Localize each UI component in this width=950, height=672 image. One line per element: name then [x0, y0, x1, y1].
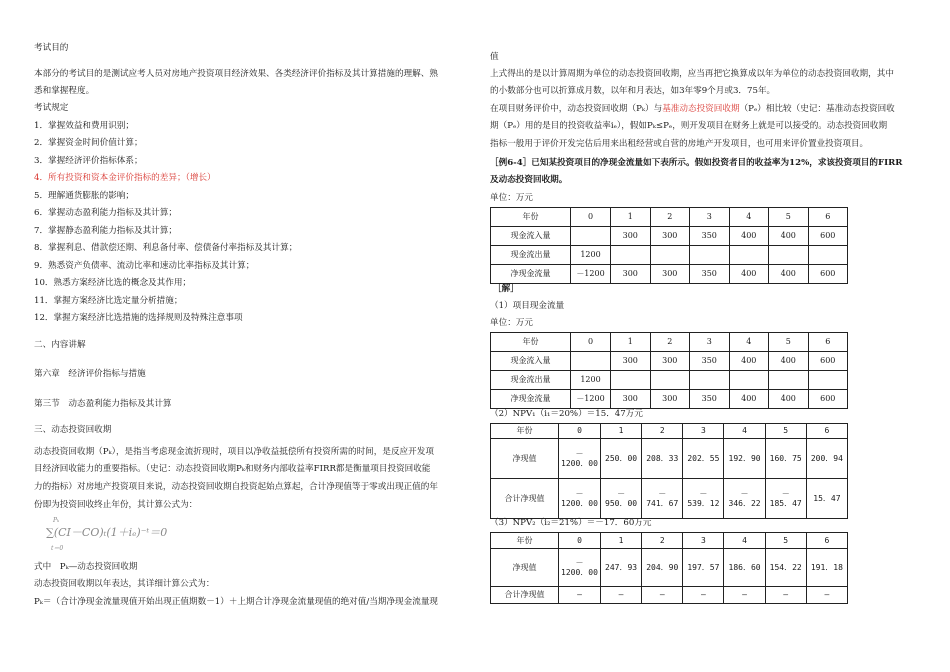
formula-where: 式中 Pₖ—动态投资回收期	[34, 562, 138, 572]
rule-item: 8．掌握利息、借款偿还期、利息备付率、偿债备付率指标及其计算；	[34, 243, 298, 253]
table-cell: 15．47	[806, 479, 847, 519]
table-cell: 年份	[491, 208, 571, 227]
section-title: 第三节 动态盈利能力指标及其计算	[34, 399, 172, 409]
table-cell	[769, 371, 809, 390]
formula-image	[46, 517, 186, 553]
table-cell: 400	[729, 390, 769, 409]
rule-item: 11．掌握方案经济比选定量分析措施；	[34, 296, 183, 306]
section-heading: 二、内容讲解	[34, 340, 86, 350]
table-cell: 600	[808, 352, 848, 371]
table-cell	[729, 246, 769, 265]
table-cell	[690, 371, 730, 390]
table-row	[491, 587, 848, 604]
rule-item: 12．掌握方案经济比选措施的选择规则及特殊注意事项	[34, 313, 243, 323]
table-cell: － 346．22	[724, 479, 765, 519]
table-cell: 年份	[491, 533, 559, 549]
table-cell: 400	[769, 227, 809, 246]
table-cell: 现金流出量	[491, 371, 571, 390]
table-cell: 现金流入量	[491, 227, 571, 246]
table-cell: 191．18	[806, 549, 847, 587]
table-cell: 300	[650, 390, 690, 409]
rule-item-highlight: 4．所有投资和资本金评价指标的差异；（增长）	[34, 173, 216, 183]
npv1-table	[490, 423, 848, 519]
table-cell: 400	[769, 352, 809, 371]
rule-item: 1．掌握效益和费用识别；	[34, 121, 134, 131]
table-cell: － 950．00	[601, 479, 642, 519]
table-cell: —	[559, 587, 601, 604]
table-cell: 186．60	[724, 549, 765, 587]
table-cell: 净现值	[491, 549, 559, 587]
table-cell: 2	[642, 533, 683, 549]
table-cell: 6	[806, 424, 847, 439]
rule-item: 6．掌握动态盈利能力指标及其计算；	[34, 208, 177, 218]
formula-lower-limit: t＝0	[51, 545, 64, 552]
table-cell: 300	[611, 352, 651, 371]
rule-item: 9．熟悉资产负债率、流动比率和速动比率指标及其计算；	[34, 261, 255, 271]
npv2-label: （3）NPV₂（i₂＝21%）＝－17．60万元	[490, 518, 652, 528]
table-cell: 现金流出量	[491, 246, 571, 265]
para-line: 指标一般用于评价开发完估后用来出租经营或自营的房地产开发项目，也可用来评价置业投资项目。	[490, 139, 869, 149]
table-cell: 4	[729, 208, 769, 227]
table-cell: 204．90	[642, 549, 683, 587]
table-cell: 200．94	[806, 439, 847, 479]
table-cell: 2	[650, 208, 690, 227]
table-cell: 400	[729, 227, 769, 246]
table-cell: 1200	[571, 371, 611, 390]
formula-intro: 动态投资回收期以年表达，其详细计算公式为：	[34, 579, 215, 589]
para-line: 上式得出的是以计算周期为单位的动态投资回收期，应当再把它换算成以年为单位的动态投资回收期，其中	[490, 69, 894, 79]
table-cell: —	[724, 587, 765, 604]
table-cell: －1200	[571, 265, 611, 284]
purpose-line-1: 本部分的考试目的是测试应考人员对房地产投资项目经济效果、各类经济评价指标及其计算措施的理解、熟	[34, 69, 438, 79]
value-continuation: 值	[490, 52, 499, 62]
table-row	[491, 390, 848, 409]
table-cell: 0	[571, 333, 611, 352]
table-cell: 300	[650, 352, 690, 371]
table-cell: 2	[642, 424, 683, 439]
table-cell: —	[642, 587, 683, 604]
table-cell: 0	[559, 533, 601, 549]
para-text: 在项目财务评价中，动态投资回收期（Pₖ）与	[490, 104, 663, 114]
table-cell: 350	[690, 352, 730, 371]
table-cell: 5	[769, 333, 809, 352]
table-row	[491, 227, 848, 246]
table-row	[491, 352, 848, 371]
table-cell: —	[683, 587, 724, 604]
table-cell	[808, 371, 848, 390]
para-text: （Pₑ）相比较（史记：基准动态投资回收	[739, 104, 895, 114]
table-cell: 400	[729, 265, 769, 284]
table-cell: 3	[690, 333, 730, 352]
table-cell	[690, 246, 730, 265]
para-line: 期（Pₑ）用的是目的投资收益率iₑ），假如Pₖ≤Pₑ，则开发项目在财务上就是可以接受的。动态投资回收期	[490, 121, 888, 131]
table-cell: 年份	[491, 333, 571, 352]
formula-upper-limit: Pₖ	[53, 517, 60, 524]
rule-item: 2．掌握资金时间价值计算；	[34, 138, 143, 148]
table-cell: 600	[808, 390, 848, 409]
table-row	[491, 424, 848, 439]
table-cell: － 1200．00	[559, 439, 601, 479]
purpose-line-2: 悉和掌握程度。	[34, 86, 95, 96]
table-cell	[808, 246, 848, 265]
table-cell: 净现值	[491, 439, 559, 479]
table-cell: 300	[650, 265, 690, 284]
table-cell: 净现金流量	[491, 265, 571, 284]
npv2-table	[490, 532, 848, 604]
table-row	[491, 246, 848, 265]
rule-item: 5．理解通货膨胀的影响；	[34, 191, 134, 201]
para-line	[490, 103, 895, 115]
table-cell: 600	[808, 227, 848, 246]
table-cell	[571, 352, 611, 371]
table-cell: 6	[808, 333, 848, 352]
table-cell: 3	[683, 424, 724, 439]
table-cell: 1	[601, 424, 642, 439]
table-cell: 247．93	[601, 549, 642, 587]
para-line: 份即为投资回收终止年份，其计算公式为：	[34, 500, 198, 510]
table-cell: 350	[690, 265, 730, 284]
table-cell: 1200	[571, 246, 611, 265]
table-row	[491, 479, 848, 519]
rule-item: 7．掌握静态盈利能力指标及其计算；	[34, 226, 177, 236]
table-cell: 3	[690, 208, 730, 227]
table-cell: 400	[769, 390, 809, 409]
table-row	[491, 439, 848, 479]
unit-label: 单位：万元	[490, 193, 533, 203]
table-cell: 300	[611, 390, 651, 409]
table-cell: 6	[808, 208, 848, 227]
table-cell: 160．75	[765, 439, 806, 479]
table-cell: 300	[611, 265, 651, 284]
table-cell: 600	[808, 265, 848, 284]
table-cell: 5	[769, 208, 809, 227]
solution-label: ［解］	[493, 284, 519, 294]
table-cell: － 1200．00	[559, 549, 601, 587]
table-cell: 1	[611, 208, 651, 227]
table-cell: 350	[690, 227, 730, 246]
project-cashflow-table	[490, 332, 848, 409]
para-line: 目经济回收能力的重要指标。（史记：动态投资回收期Pₖ和财务内部收益率FIRR都是衡量项目投资回收能	[34, 464, 431, 474]
table-cell: － 185．47	[765, 479, 806, 519]
table-cell: 1	[601, 533, 642, 549]
table-cell: —	[765, 587, 806, 604]
table-cell: 154．22	[765, 549, 806, 587]
rule-item: 10．熟悉方案经济比选的概念及其作用；	[34, 278, 192, 288]
table-cell: － 539．12	[683, 479, 724, 519]
table-cell	[650, 371, 690, 390]
table-cell: 6	[806, 533, 847, 549]
formula-expression: ∑(CI－CO)ₜ(1＋iₑ)⁻ᵗ＝0	[46, 526, 168, 539]
table-row	[491, 371, 848, 390]
table-cell: 400	[729, 352, 769, 371]
exam-purpose-title: 考试目的	[34, 43, 69, 53]
table-cell: 年份	[491, 424, 559, 439]
table-cell: 4	[724, 424, 765, 439]
table-cell: － 1200．00	[559, 479, 601, 519]
table-row	[491, 533, 848, 549]
para-line: 力的指标）对房地产投资项目来说，动态投资回收期自投资起始点算起，合计净现值等于零或出现正值的年	[34, 482, 438, 492]
table-cell	[650, 246, 690, 265]
table-cell: 合计净现值	[491, 479, 559, 519]
table-cell: 0	[571, 208, 611, 227]
chapter-heading: 第六章 经济评价指标与措施	[34, 369, 146, 379]
table-cell: 2	[650, 333, 690, 352]
table-cell: 4	[729, 333, 769, 352]
table-cell	[729, 371, 769, 390]
table-cell: 现金流入量	[491, 352, 571, 371]
subsection-title: 三、动态投资回收期	[34, 425, 112, 435]
table-cell: － 741．67	[642, 479, 683, 519]
table-cell	[611, 371, 651, 390]
table-cell: —	[601, 587, 642, 604]
npv1-label: （2）NPV₁（i₁＝20%）＝15．47万元	[490, 409, 643, 419]
table-cell: 300	[650, 227, 690, 246]
highlight-term: 基准动态投资回收期	[662, 104, 740, 114]
table-row	[491, 208, 848, 227]
table-cell	[571, 227, 611, 246]
table-row	[491, 265, 848, 284]
table-cell: —	[806, 587, 847, 604]
para-line: 的小数部分也可以折算成月数，以年和月表达，如3年零9个月或3．75年。	[490, 86, 776, 96]
table-cell: 1	[611, 333, 651, 352]
table-cell: 350	[690, 390, 730, 409]
example-title: ［例6-4］已知某投资项目的净现金流量如下表所示。假如投资者目的收益率为12%，求该投资项目的FIRR	[490, 158, 903, 168]
table-cell: 197．57	[683, 549, 724, 587]
table-cell: 净现金流量	[491, 390, 571, 409]
table-cell: 3	[683, 533, 724, 549]
table-cell: 0	[559, 424, 601, 439]
table-cell	[611, 246, 651, 265]
table-row	[491, 549, 848, 587]
table-cell: 192．90	[724, 439, 765, 479]
table-cell: 250．00	[601, 439, 642, 479]
table-cell: －1200	[571, 390, 611, 409]
table-cell: 4	[724, 533, 765, 549]
table-row	[491, 333, 848, 352]
table-cell	[769, 246, 809, 265]
formula-text: Pₖ＝（合计净现金流量现值开始出现正值期数－1）＋上期合计净现金流量现值的绝对值/当期净现金流量现	[34, 597, 439, 607]
step-1-label: （1）项目现金流量	[490, 301, 565, 311]
rule-item: 3．掌握经济评价指标体系；	[34, 156, 143, 166]
table-cell: 5	[765, 533, 806, 549]
table-cell: 300	[611, 227, 651, 246]
unit-label: 单位：万元	[490, 318, 533, 328]
table-cell: 5	[765, 424, 806, 439]
exam-rules-title: 考试规定	[34, 103, 69, 113]
table-cell: 400	[769, 265, 809, 284]
table-cell: 合计净现值	[491, 587, 559, 604]
para-line: 动态投资回收期（Pₖ），是指当考虑现金流折现时，项目以净收益抵偿所有投资所需的时间，是反应开发项	[34, 447, 434, 457]
example-title-cont: 及动态投资回收期。	[490, 175, 568, 185]
cashflow-table	[490, 207, 848, 284]
table-cell: 208．33	[642, 439, 683, 479]
table-cell: 202．55	[683, 439, 724, 479]
